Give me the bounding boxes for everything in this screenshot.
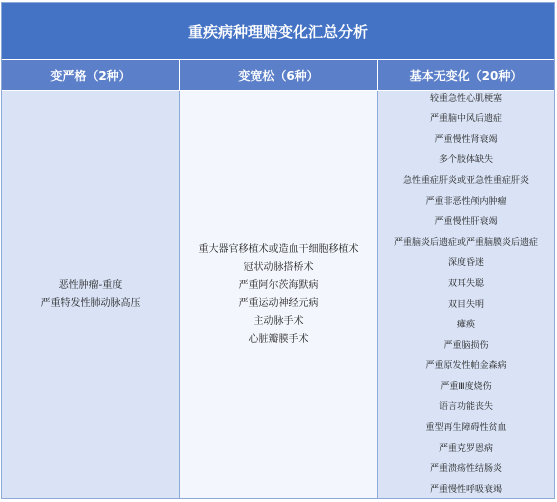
- header-row: [2, 60, 554, 90]
- disease-item: 双目失明: [447, 299, 484, 310]
- disease-item: 严重Ⅲ度烧伤: [440, 381, 492, 392]
- header-stricter: 变严格（2种）: [2, 60, 180, 90]
- disease-item: 严重原发性帕金森病: [425, 361, 507, 372]
- table-body: [2, 91, 554, 498]
- disease-item: 语言功能丧失: [438, 402, 493, 413]
- disease-item: 主动脉手术: [253, 315, 304, 327]
- disease-item: 严重慢性肝衰竭: [434, 217, 498, 228]
- disease-item: 冠状动脉搭桥术: [243, 261, 314, 273]
- disease-item: 严重阿尔茨海默病: [238, 279, 319, 291]
- table-title: 重疾病种理赔变化汇总分析: [2, 3, 554, 59]
- disease-item: 双耳失聪: [447, 278, 484, 289]
- unchanged-column: [378, 91, 554, 498]
- stricter-column: [2, 91, 180, 498]
- disease-item: 重型再生障碍性贫血: [425, 423, 507, 434]
- disease-item: 严重溃疡性结肠炎: [429, 464, 502, 475]
- disease-item: 严重慢性肾衰竭: [434, 134, 498, 145]
- disease-item: 严重运动神经元病: [238, 297, 319, 309]
- disease-item: 急性重症肝炎或亚急性重症肝炎: [402, 175, 529, 186]
- disease-item: 严重慢性呼吸衰竭: [429, 484, 502, 495]
- looser-column: [180, 91, 378, 498]
- disease-item: 严重脑中风后遗症: [429, 114, 502, 125]
- header-unchanged: 基本无变化（20种）: [409, 68, 523, 83]
- disease-item: 瘫痪: [456, 320, 475, 331]
- disease-item: 恶性肿瘤-重度: [58, 279, 123, 291]
- disease-item: 严重克罗恩病: [438, 443, 493, 454]
- summary-table: [1, 2, 555, 499]
- header-looser: 变宽松（6种）: [180, 60, 378, 90]
- disease-item: 多个肢体缺失: [438, 155, 493, 166]
- disease-item: 较重急性心肌梗塞: [429, 93, 502, 104]
- disease-item: 严重脑炎后遗症或严重脑膜炎后遗症: [393, 237, 538, 248]
- disease-item: 严重脑损伤: [443, 340, 489, 351]
- disease-item: 严重非恶性颅内肿瘤: [425, 196, 507, 207]
- disease-item: 心脏瓣膜手术: [248, 333, 309, 345]
- disease-item: 重大器官移植术或造血干细胞移植术: [198, 243, 359, 255]
- disease-item: 深度昏迷: [447, 258, 484, 269]
- disease-item: 严重特发性肺动脉高压: [40, 297, 141, 309]
